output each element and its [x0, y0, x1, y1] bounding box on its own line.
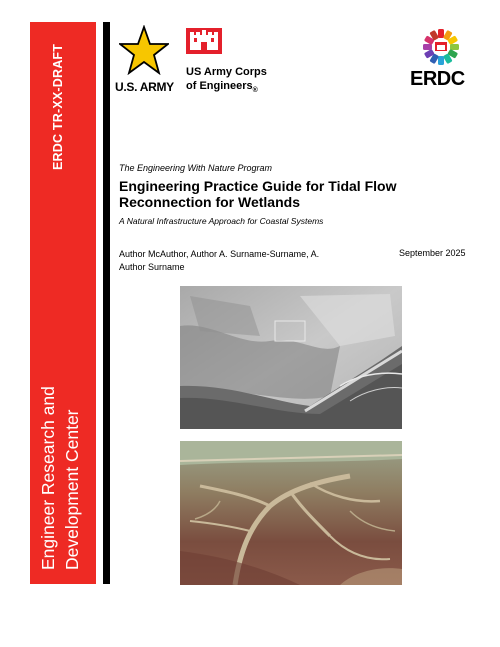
author-list: Author McAuthor, Author A. Surname-Surname, A. Author Surname — [119, 249, 320, 272]
army-logo — [115, 25, 173, 95]
report-subtitle: A Natural Infrastructure Approach for Coastal Systems — [119, 216, 324, 226]
usace-wordmark-line2: of Engineers$_®$ — [186, 80, 258, 95]
usace-wordmark-line1: US Army Corps — [186, 66, 267, 78]
erdc-wordmark: ERDC — [410, 68, 465, 90]
aerial-photo-marsh — [180, 441, 402, 585]
side-divider — [103, 22, 110, 584]
erdc-emblem-icon — [422, 28, 460, 66]
publication-date: September 2025 — [399, 248, 466, 258]
registered-mark: ® — [252, 87, 258, 95]
program-name: The Engineering With Nature Program — [119, 163, 272, 173]
report-title: Engineering Practice Guide for Tidal Flow Reconnection for Wetlands — [119, 178, 397, 210]
castle-icon — [186, 28, 222, 54]
army-wordmark: U.S. ARMY — [115, 80, 174, 94]
usace-logo — [186, 28, 296, 98]
aerial-photo-historic — [180, 286, 402, 429]
report-number: ERDC TR-XX-DRAFT — [51, 43, 65, 170]
center-name-line1: Engineer Research and — [38, 386, 58, 570]
center-name-line2: Development Center — [62, 409, 82, 570]
erdc-logo — [410, 28, 480, 94]
army-star-icon — [119, 25, 169, 75]
